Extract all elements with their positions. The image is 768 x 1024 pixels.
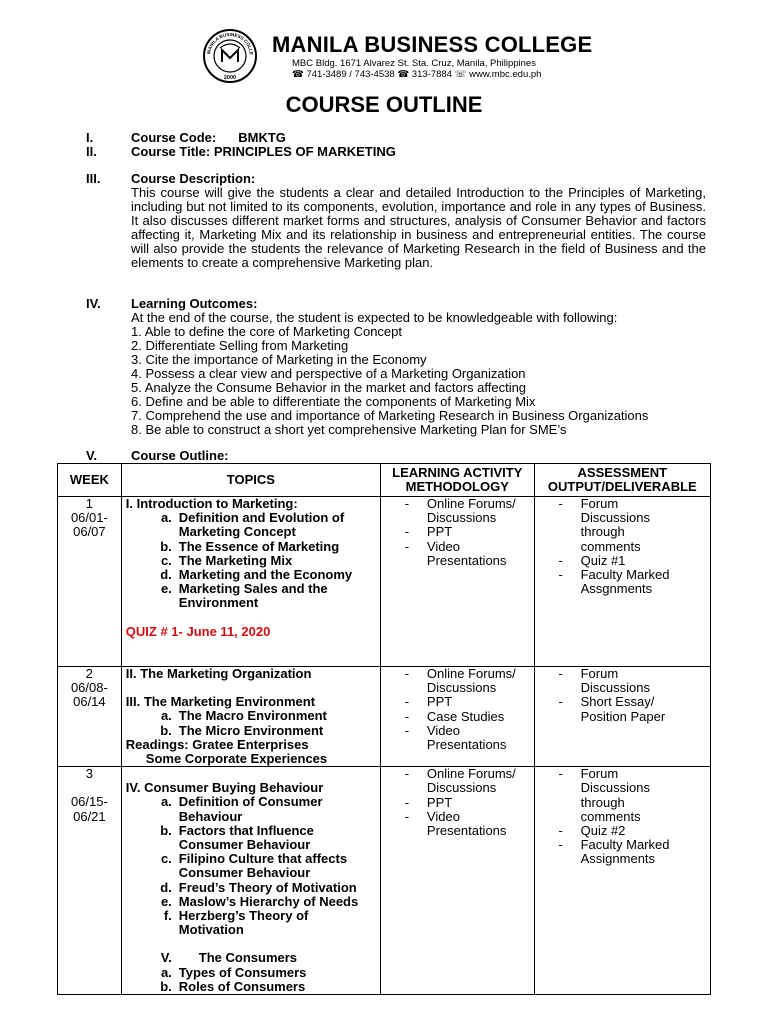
topic-item: d. Freud’s Theory of Motivation [160,879,357,895]
topic-item: b. Factors that Influence Consumer Behaviour [160,822,314,853]
topic-item: e. Maslow’s Hierarchy of Needs [160,893,359,909]
week-number: 2 [85,666,94,681]
header-topics: TOPICS [121,464,380,497]
outcome-item: 1. Able to define the core of Marketing Concept [131,324,403,339]
topic-item: a. Definition and Evolution of Marketing Concept [160,510,345,540]
topic-heading: IV. Consumer Buying Behaviour [125,780,324,796]
week-dates: 06/01-06/07 [70,510,108,540]
table-row [58,767,711,995]
course-description-text: This course will give the students a clear and detailed Introduction to the Principles of Marketing, including but not limited to its components, evolution, importance and role in any types of Business. It also discusses different market forms and structures, analysis of Consumer Behavior and factors affecting it, Marketing Mix and its relationship in business and entrepreneurial entities. The course will also provide the students the relevance of Marketing Research in the field of Business and the elements to create a comprehensive Marketing plan. [131,185,706,270]
section-number: I. [86,130,94,145]
list-item: - Forum Discussions [558,666,650,696]
topic-item: a. Definition of Consumer Behaviour [160,794,323,824]
topic-item: b. The Micro Environment [160,722,324,738]
list-item: - Online Forums/ Discussions [404,766,516,796]
list-item: - Forum Discussions through comments [558,496,650,554]
methodology-cell [380,497,534,667]
week-dates: 06/08-06/14 [70,680,108,710]
header-week: WEEK [58,464,122,497]
course-code-value: BMKTG [238,130,286,145]
assessment-cell [534,497,710,667]
methodology-cell [380,767,534,995]
section-heading: Course Description: [131,171,256,186]
section-number: III. [86,171,101,186]
topic-item: f. Herzberg’s Theory of Motivation [163,908,309,938]
topic-subsection: V. The Consumers [160,950,298,966]
list-item: - Video Presentations [404,538,507,568]
list-item: - Video Presentations [404,722,507,753]
list-item: - Online Forums/ Discussions [404,666,516,696]
section-number: IV. [86,296,101,311]
topic-item: b. Roles of Consumers [160,978,306,994]
quiz-date: QUIZ # 1- June 11, 2020 [125,623,271,639]
table-row [58,667,711,767]
readings-line: Some Corporate Experiences [145,751,328,767]
list-item: - Video Presentations [404,808,507,839]
list-item: - Forum Discussions through comments [558,766,650,824]
list-item: - Quiz #2 [558,823,626,839]
topics-cell [121,497,380,667]
week-number: 1 [85,496,94,511]
topic-item: a. Types of Consumers [160,964,307,980]
list-item: - PPT [404,694,453,710]
college-contact: ☎ 741-3489 / 743-4538 ☎ 313-7884 ☏ www.mbc.edu.ph [292,69,542,80]
topic-item: c. The Marketing Mix [160,552,293,568]
svg-text:2000: 2000 [223,75,237,81]
section-heading: Learning Outcomes: [131,296,258,311]
header-assessment: ASSESSMENT OUTPUT/DELIVERABLE [534,464,710,497]
outcome-item: 8. Be able to construct a short yet comprehensive Marketing Plan for SME’s [131,422,567,437]
svg-text:MANILA BUSINESS COLLEGE: MANILA BUSINESS COLLE [206,31,255,56]
topic-heading: III. The Marketing Environment [125,694,316,710]
college-address: MBC Bldg. 1671 Alvarez St. Sta. Cruz, Manila, Philippines [292,58,536,69]
page-title: COURSE OUTLINE [285,92,483,117]
topic-heading: II. The Marketing Organization [125,666,312,681]
list-item: - PPT [404,524,453,540]
outcome-item: 4. Possess a clear view and perspective of a Marketing Organization [131,366,526,381]
topics-cell [121,767,380,995]
week-dates: 06/15-06/21 [70,794,108,824]
section-number: II. [86,144,97,159]
topic-heading: I. Introduction to Marketing: [125,496,298,511]
outcome-item: 3. Cite the importance of Marketing in the Economy [131,352,427,367]
topic-item: e. Marketing Sales and the Environment [160,581,328,611]
list-item: - PPT [404,794,453,810]
outcome-item: 7. Comprehend the use and importance of Marketing Research in Business Organizations [131,408,649,423]
section-number: V. [86,448,98,463]
table-header-row [58,464,711,497]
section-heading: Course Outline: [131,448,229,463]
readings-line: Readings: Gratee Enterprises [125,736,309,752]
table-row [58,497,711,667]
list-item: - Faculty Marked Assignments [558,837,670,867]
header-methodology: LEARNING ACTIVITY METHODOLOGY [380,464,534,497]
outcome-item: 5. Analyze the Consume Behavior in the market and factors affecting [131,380,527,395]
list-item: - Online Forums/ Discussions [404,496,516,526]
assessment-cell [534,667,710,767]
topics-cell [121,667,380,767]
week-cell [58,767,122,995]
methodology-cell [380,667,534,767]
assessment-cell [534,767,710,995]
college-seal-logo [202,28,258,84]
outcomes-intro: At the end of the course, the student is expected to be knowledgeable with following: [131,310,618,325]
topic-item: c. Filipino Culture that affects Consumer Behaviour [160,851,348,881]
outcome-item: 6. Define and be able to differentiate the components of Marketing Mix [131,394,536,409]
course-code-label: Course Code: [131,130,217,145]
list-item: - Faculty Marked Assgnments [558,567,670,597]
list-item: - Quiz #1 [558,552,626,568]
topic-item: d. Marketing and the Economy [160,567,353,583]
outcome-item: 2. Differentiate Selling from Marketing [131,338,349,353]
course-outline-table [57,463,711,995]
list-item: - Case Studies [404,708,505,724]
week-cell [58,667,122,767]
course-title: Course Title: PRINCIPLES OF MARKETING [131,144,396,159]
letterhead [202,28,593,84]
week-number: 3 [85,766,94,782]
college-name: MANILA BUSINESS COLLEGE [272,32,593,57]
list-item: - Short Essay/ Position Paper [558,694,666,724]
topic-item: b. The Essence of Marketing [160,538,340,554]
week-cell [58,497,122,667]
topic-item: a. The Macro Environment [160,708,327,724]
